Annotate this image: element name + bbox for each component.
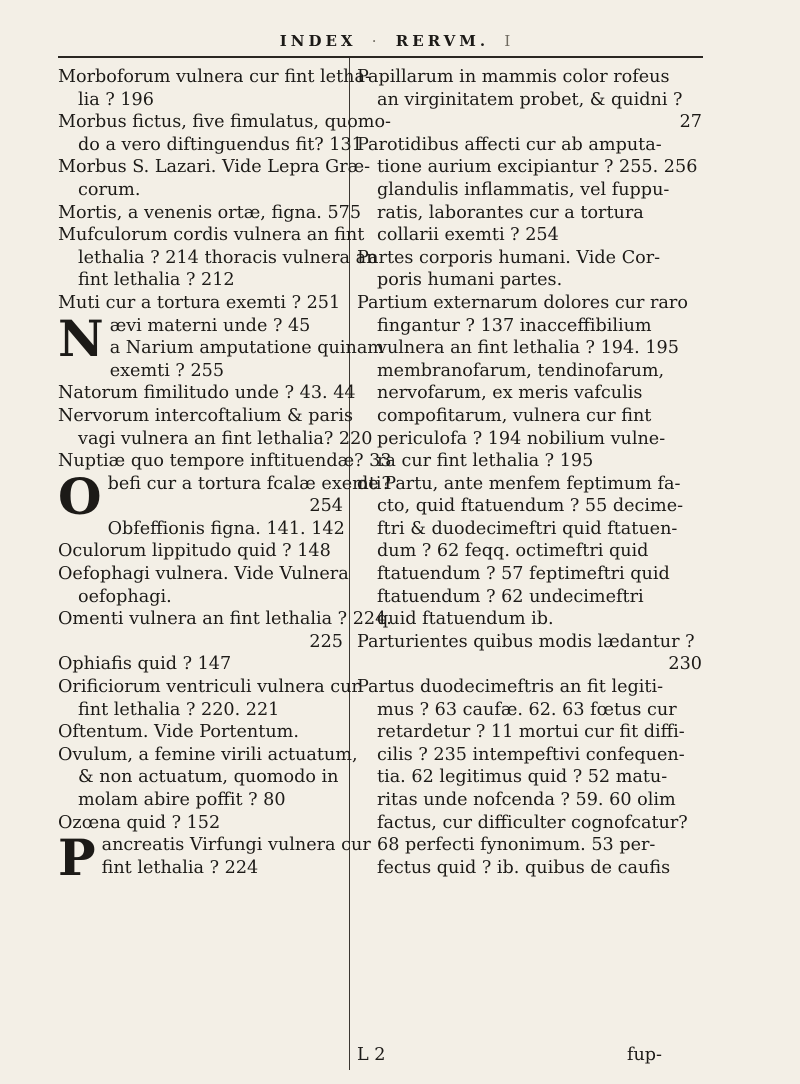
entry-line: ftatuendum ? 57 feptimeftri quid [377, 564, 670, 585]
entry-line: ancreatis Virfungi vulnera cur [101, 835, 371, 856]
entry-line: molam abire poffit ? 80 [78, 790, 286, 810]
header-right: RERVM. [395, 32, 490, 50]
entry-line: lethalia ? 214 thoracis vulnera an [78, 247, 378, 268]
entry-line: corum. [78, 179, 141, 200]
entry-line: oefophagi. [78, 586, 172, 607]
index-entry [357, 134, 702, 247]
index-entry [357, 676, 702, 879]
index-entry [58, 563, 349, 608]
entry-line: vulnera an fint lethalia ? 194. 195 [377, 338, 679, 359]
entry-line: cilis ? 235 intempeftivi confequen- [377, 744, 685, 765]
entry-line: ftri & duodecimeftri quid ftatuen- [377, 518, 678, 539]
index-entry [58, 812, 343, 835]
entry-line: factus, cur difficulter cognofcatur? [377, 812, 688, 833]
entry-line: Ozœna quid ? 152 [58, 812, 221, 833]
header-rule [58, 56, 703, 58]
right-column [357, 66, 702, 879]
entry-line: Nervorum intercoftalium & paris [58, 405, 354, 426]
entry-line: Papillarum in mammis color rofeus [357, 67, 670, 87]
entry-line: & non actuatum, quomodo in [78, 767, 339, 788]
index-entry [58, 292, 343, 315]
entry-line: ævi materni unde ? 45 [109, 315, 311, 336]
entry-line: Partes corporis humani. Vide Cor- [357, 247, 661, 268]
entry-line: 254 [309, 496, 343, 517]
drop-capital: P [58, 828, 96, 888]
index-entry [58, 308, 384, 383]
index-entry [58, 66, 371, 111]
index-entry [58, 156, 371, 201]
entry-line: dum ? 62 feqq. octimeftri quid [377, 541, 649, 562]
entry-line: Morboforum vulnera cur fint letha- [58, 67, 371, 87]
entry-line: an virginitatem probet, & quidni ? [377, 89, 683, 110]
index-entry [58, 405, 373, 450]
header-left: INDEX [279, 32, 357, 50]
signature-mark: L 2 [357, 1045, 386, 1065]
entry-line: Orificiorum ventriculi vulnera cur [58, 677, 360, 698]
header-page-mark: I [504, 32, 515, 50]
entry-line: 225 [309, 631, 343, 652]
entry-line: Nuptiæ quo tempore inftituendæ? 33 [58, 451, 392, 472]
entry-line: fint lethalia ? 220. 221 [78, 699, 280, 720]
entry-line: Natorum fimilitudo unde ? 43. 44 [58, 383, 356, 404]
index-entry [58, 202, 362, 225]
header-separator: · [371, 32, 381, 50]
entry-line: membranofarum, tendinofarum, [377, 360, 665, 381]
entry-line: Morbus S. Lazari. Vide Lepra Græ- [58, 157, 371, 178]
entry-line: vagi vulnera an fint lethalia? 220 [78, 428, 373, 449]
drop-capital: O [58, 466, 102, 526]
entry-line: Ophiafis quid ? 147 [58, 654, 232, 675]
entry-line: Muti cur a tortura exemti ? 251 [58, 292, 341, 313]
catchword: fup- [626, 1045, 662, 1065]
left-column [58, 66, 392, 888]
index-entry [357, 247, 702, 292]
entry-line: ratis, laborantes cur a tortura [377, 202, 644, 223]
entry-line: ra cur fint lethalia ? 195 [377, 451, 594, 472]
index-entry [357, 631, 702, 676]
index-entry [357, 66, 702, 134]
drop-capital: N [58, 308, 104, 368]
entry-line: de Partu, ante menfem feptimum fa- [357, 473, 681, 494]
entry-line: retardetur ? 11 mortui cur fit diffi- [377, 722, 685, 743]
page-footer [357, 1044, 702, 1066]
index-entry [58, 744, 358, 812]
entry-line: Oculorum lippitudo quid ? 148 [58, 541, 331, 562]
entry-line: Mortis, a venenis ortæ, figna. 575 [58, 202, 362, 223]
index-entry [58, 676, 360, 721]
entry-line: a Narium amputatione quinam [109, 338, 384, 359]
index-entry [58, 466, 391, 526]
entry-line: glandulis inflammatis, vel fuppu- [377, 179, 670, 200]
entry-line: periculofa ? 194 nobilium vulne- [377, 428, 666, 449]
entry-line: Oefophagi vulnera. Vide Vulnera [58, 564, 349, 585]
index-entry [58, 540, 343, 563]
index-entry [58, 111, 392, 156]
index-entry [58, 450, 392, 473]
index-entry [58, 653, 343, 676]
entry-line: quid ftatuendum ib. [377, 609, 554, 630]
running-header [0, 32, 800, 50]
index-entry [58, 224, 378, 292]
entry-line: fint lethalia ? 212 [78, 270, 235, 291]
entry-line: Partium externarum dolores cur raro [357, 292, 688, 313]
entry-line: befi cur a tortura fcalæ exemti? [107, 473, 391, 494]
index-entry [357, 473, 702, 631]
entry-line: fingantur ? 137 inacceffibilium [377, 315, 652, 336]
entry-line: Oftentum. Vide Portentum. [58, 722, 299, 743]
entry-line: mus ? 63 caufæ. 62. 63 fœtus cur [377, 699, 677, 720]
entry-line: 27 [679, 112, 702, 133]
index-entry [58, 828, 371, 888]
entry-line: Omenti vulnera an fint lethalia ? 224. [58, 609, 392, 630]
entry-line: tione aurium excipiantur ? 255. 256 [377, 157, 698, 178]
entry-line: lia ? 196 [78, 89, 154, 110]
index-entry [58, 721, 343, 744]
entry-line: Parturientes quibus modis lædantur ? [357, 631, 695, 652]
entry-line: cto, quid ftatuendum ? 55 decime- [377, 496, 684, 517]
entry-line: tia. 62 legitimus quid ? 52 matu- [377, 767, 668, 788]
entry-line: exemti ? 255 [109, 360, 225, 381]
entry-line: Partus duodecimeftris an fit legiti- [357, 677, 664, 698]
entry-line: Obfeffionis figna. 141. 142 [107, 518, 345, 539]
index-entry [58, 608, 392, 653]
entry-line: 230 [668, 654, 702, 675]
entry-line: poris humani partes. [377, 270, 563, 291]
entry-line: Morbus fictus, five fimulatus, quomo- [58, 112, 392, 133]
index-entry [58, 382, 356, 405]
entry-line: 68 perfecti fynonimum. 53 per- [377, 835, 656, 856]
entry-line: Ovulum, a femine virili actuatum, [58, 744, 358, 765]
entry-line: collarii exemti ? 254 [377, 225, 559, 246]
entry-line: Parotidibus affecti cur ab amputa- [357, 134, 662, 155]
entry-line: Mufculorum cordis vulnera an fint [58, 225, 365, 246]
entry-line: compofitarum, vulnera cur fint [377, 405, 652, 426]
index-entry [357, 292, 702, 473]
entry-line: ftatuendum ? 62 undecimeftri [377, 586, 644, 607]
entry-line: ritas unde nofcenda ? 59. 60 olim [377, 790, 676, 810]
entry-line: fint lethalia ? 224 [101, 857, 259, 878]
entry-line: fectus quid ? ib. quibus de caufis [377, 857, 671, 878]
entry-line: nervofarum, ex meris vafculis [377, 383, 643, 404]
entry-line: do a vero diftinguendus fit? 131 [78, 134, 363, 155]
